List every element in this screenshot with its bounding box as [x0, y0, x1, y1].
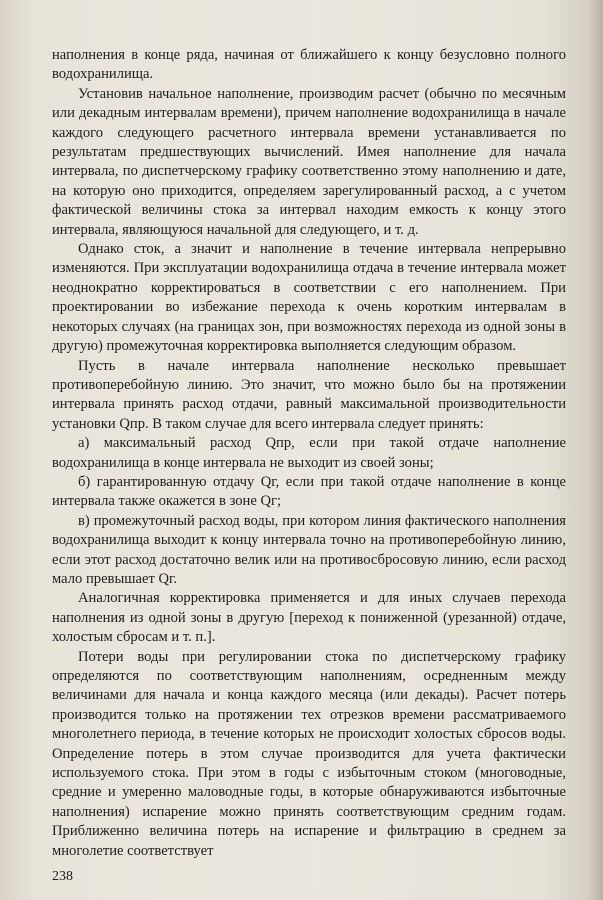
list-item-c: в) промежуточный расход воды, при котором линия фактического наполнения водохранилища выходит к концу интервала точно на противоперебойную линию, если этот расход достаточно велик или на противосбросовую линию, если расход мало превышает Qг. [52, 512, 566, 587]
body-text [52, 46, 566, 861]
paragraph-1: наполнения в конце ряда, начиная от ближайшего к концу безусловно полного водохранилища. [52, 47, 566, 83]
paragraph-4: Пусть в начале интервала наполнение несколько превышает противоперебойную линию. Это значит, что можно было бы на протяжении интервала принять расход отдачи, равный максимальной производительности установки Qпр. В таком случае для всего интервала следует принять: [52, 357, 566, 432]
page-edge-shadow [589, 0, 603, 900]
paragraph-5: Аналогичная корректировка применяется и для иных случаев перехода наполнения из одной зоны в другую [переход к пониженной (урезанной) отдаче, холостым сбросам и т. п.]. [52, 590, 566, 646]
list-item-b: б) гарантированную отдачу Qг, если при такой отдаче наполнение в конце интервала также окажется в зоне Qг; [52, 473, 566, 510]
paragraph-2: Установив начальное наполнение, производим расчет (обычно по месячным или декадным интервалам времени), причем наполнение водохранилища в начале каждого следующего расчетного интервала времени устанавливается по результатам предшествующих вычислений. Имея наполнение для начала интервала, по диспетчерскому графику соответственно этому наполнению и дате, на которую оно приходится, определяем зарегулированный расход, а с учетом фактической величины стока за интервал находим емкость к концу этого интервала, являющуюся начальной для следующего, и т. д. [52, 85, 566, 238]
page-number: 238 [52, 869, 73, 884]
list-item-a: а) максимальный расход Qпр, если при такой отдаче наполнение водохранилища в конце интервала не выходит из своей зоны; [52, 435, 566, 471]
paragraph-3: Однако сток, а значит и наполнение в течение интервала непрерывно изменяются. При эксплуатации водохранилища отдача в течение интервала может неоднократно корректироваться в соответствии с его наполнением. При проектировании во избежание перехода к очень коротким интервалам в некоторых случаях (на границах зон, при возможностях перехода из одной зоны в другую) промежуточная корректировка выполняется следующим образом. [52, 241, 566, 355]
paragraph-6: Потери воды при регулировании стока по диспетчерскому графику определяются по соответствующим наполнениям, осредненным между величинами для начала и конца каждого месяца (или декады). Расчет потерь производится только на протяжении тех отрезков времени рассматриваемого многолетнего периода, в течение которых не происходит холостых сбросов воды. Определение потерь в этом случае производится для учета фактически используемого стока. При этом в годы с избыточным стоком (многоводные, средние и умеренно маловодные годы, в которые обнаруживаются избыточные наполнения) испарение можно принять соответствующим средним годам. Приближенно величина потерь на испарение и фильтрацию в среднем за многолетие соответствует [52, 648, 566, 859]
